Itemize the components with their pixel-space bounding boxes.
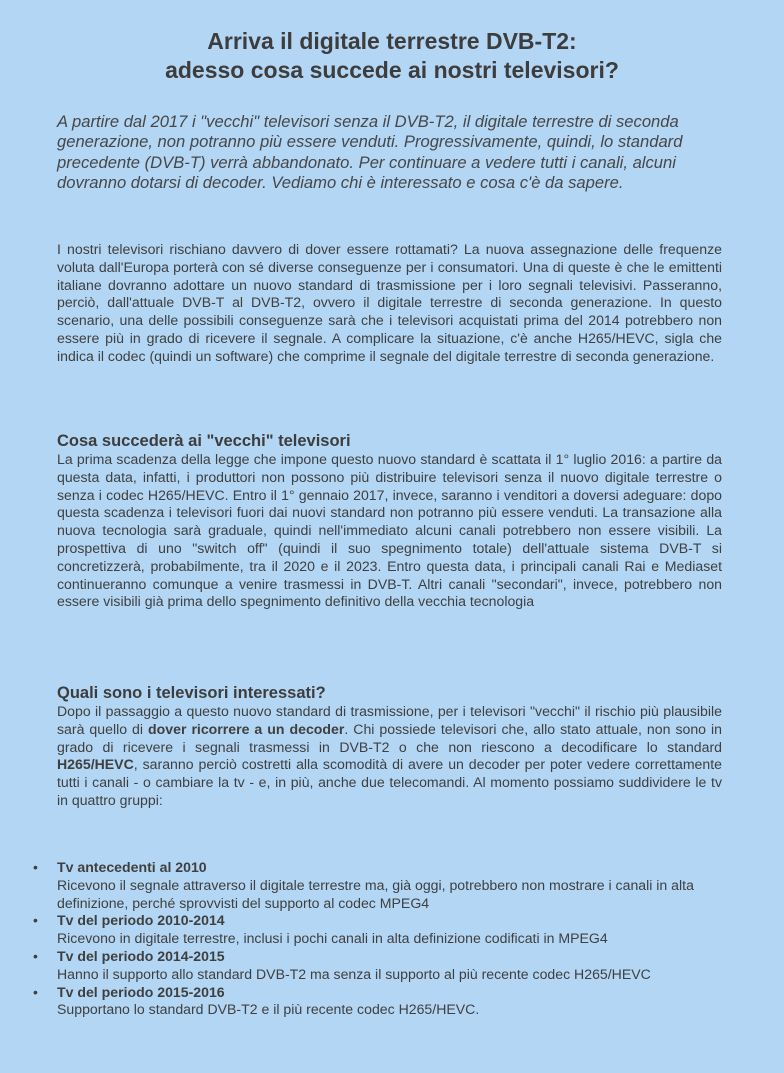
bullet-icon: • (33, 983, 38, 1000)
list-item-title: Tv antecedenti al 2010 (57, 859, 207, 875)
list-item (33, 947, 722, 984)
list-item-title: Tv del periodo 2015-2016 (57, 983, 225, 1000)
list-item-title: Tv del periodo 2010-2014 (57, 912, 225, 929)
list-item-description: Hanno il supporto allo standard DVB-T2 ma senza il supporto al più recente codec H265/HEVC (57, 965, 651, 982)
list-item-description: Ricevono il segnale attraverso il digitale terrestre ma, già oggi, potrebbero non mostrare i canali in alta definizione, perché sprovvisti del supporto al codec MPEG4 (57, 876, 694, 911)
article-lede: A partire dal 2017 i "vecchi" televisori senza il DVB-T2, il digitale terrestre di seconda generazione, non potranno più essere venduti. Progressivamente, quindi, lo standard precedente (DVB-T) verrà abbandonato. Per continuare a vedere tutti i canali, alcuni dovranno dotarsi di decoder. Vediamo chi è interessato e cosa c'è da sapere. (57, 112, 683, 193)
list-item-description: Ricevono in digitale terrestre, inclusi i pochi canali in alta definizione codificati in MPEG4 (57, 930, 608, 947)
title-line-1: Arriva il digitale terrestre DVB-T2: (207, 28, 577, 54)
affected-text-bold-codec: H265/HEVC (57, 756, 134, 773)
section-affected-tv-heading: Quali sono i televisori interessati? (57, 684, 326, 702)
list-item-title: Tv del periodo 2014-2015 (57, 947, 225, 964)
intro-paragraph: I nostri televisori rischiano davvero di dover essere rottamati? La nuova assegnazione delle frequenze voluta dall'Europa porterà con sé diverse conseguenze per i consumatori. Una di queste è che le emittenti italiane dovranno adottare un nuovo standard di trasmissione per i loro segnali televisivi. Passeranno, perciò, dall'attuale DVB-T al DVB-T2, ovvero il digitale terrestre di seconda generazione. In questo scenario, una delle possibili conseguenze sarà che i televisori acquistati prima del 2014 potrebbero non essere più in grado di ricevere il segnale. A complicare la situazione, c'è anche H265/HEVC, sigla che indica il codec (quindi un software) che comprime il segnale del digitale terrestre di seconda generazione. (57, 241, 722, 364)
list-item (33, 912, 722, 948)
affected-text-part-1: Dopo il passaggio a questo nuovo standard di trasmissione, per i televisori "vecchi" il rischio più plausibile sarà quello di (57, 703, 722, 737)
bullet-icon: • (33, 859, 38, 875)
tv-groups-list (33, 859, 722, 1019)
list-item (33, 859, 722, 912)
article-title (40, 27, 744, 85)
affected-text-part-2: . Chi possiede televisori che, allo stato attuale, non sono in grado di ricevere i segnali trasmessi in DVB-T2 o che non riescono a decodificare lo standard (57, 720, 722, 755)
section-old-tv-text: La prima scadenza della legge che impone questo nuovo standard è scattata il 1° luglio 2016: a partire da questa data, infatti, i produttori non possono più distribuire televisori senza il nuovo digitale terrestre o senza i codec H265/HEVC. Entro il 1° gennaio 2017, invece, saranno i venditori a doversi adeguare: dopo questa scadenza i televisori fuori dai nuovi standard non potranno più essere venduti. La transazione alla nuova tecnologia sarà graduale, quindi nell'immediato alcuni canali potrebbero non essere visibili. La prospettiva di uno "switch off" (quindi il suo spegnimento totale) dell'attuale sistema DVB-T si concretizzerà, probabilmente, tra il 2020 e il 2023. Entro questa data, i principali canali Rai e Mediaset continueranno comunque a venire trasmessi in DVB-T. Altri canali "secondari", invece, potrebbero non essere visibili già prima dello spegnimento definitivo della vecchia tecnologia (57, 451, 722, 610)
section-old-tv (57, 431, 722, 611)
section-old-tv-heading: Cosa succederà ai "vecchi" televisori (57, 432, 351, 450)
bullet-icon: • (33, 912, 38, 929)
bullet-icon: • (33, 947, 38, 964)
section-affected-tv-text (57, 703, 722, 810)
section-affected-tv (57, 683, 722, 810)
list-item-description: Supportano lo standard DVB-T2 e il più recente codec H265/HEVC. (57, 1001, 480, 1018)
list-item (33, 983, 722, 1020)
affected-text-part-3: , saranno perciò costretti alla scomodità di avere un decoder per poter vedere correttamente tutti i canali - o cambiare la tv - e, in più, anche due telecomandi. Al momento possiamo suddividere le tv in quattro gruppi: (57, 756, 722, 808)
affected-text-bold-decoder: dover ricorrere a un decoder (148, 720, 345, 737)
title-line-2: adesso cosa succede ai nostri televisori? (165, 57, 619, 83)
